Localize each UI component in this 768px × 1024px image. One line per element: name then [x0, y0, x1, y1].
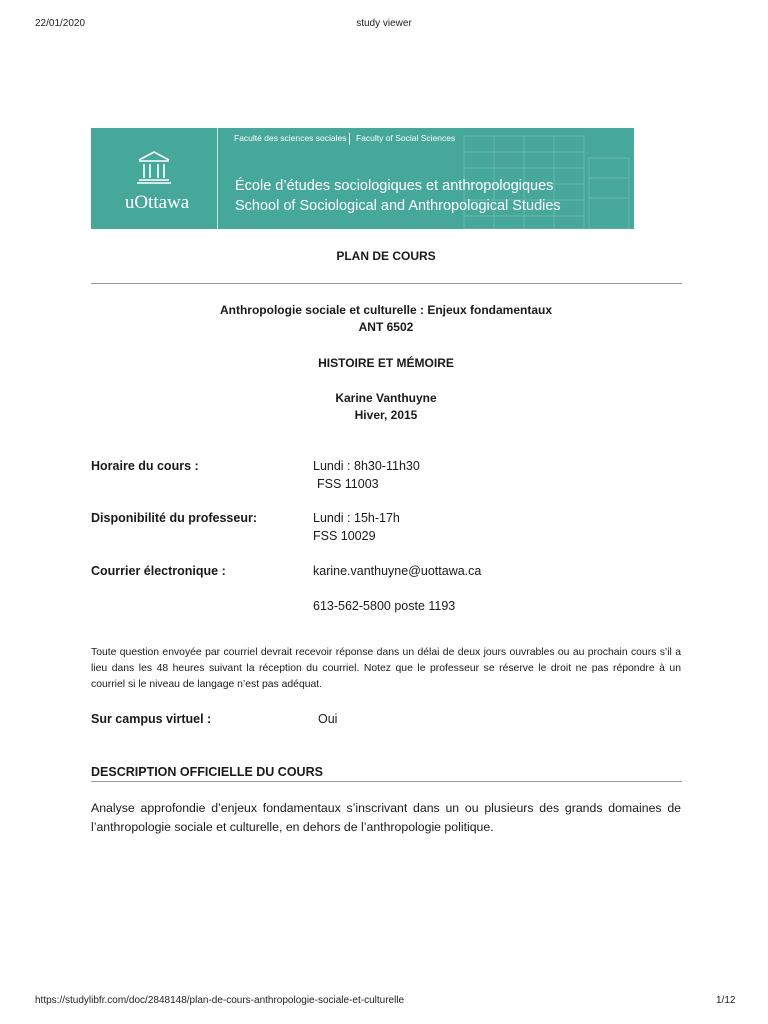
banner-divider	[217, 128, 218, 229]
phone-value: 613-562-5800 poste 1193	[313, 599, 456, 613]
school-name-fr: École d’études sociologiques et anthropologiques	[235, 178, 554, 194]
schedule-label: Horaire du cours :	[91, 459, 199, 473]
faculty-name-fr: Faculté des sciences sociales	[234, 133, 347, 143]
faculty-name-en: Faculty of Social Sciences	[356, 133, 456, 143]
email-notice: Toute question envoyée par courriel devrait recevoir réponse dans un délai de deux jours ouvrables ou au prochain cours s’il a lieu dans les 48 heures suivant la réception du courriel. Notez que le professeur se réserve le droit ne pas répondre à un courriel si le niveau de langage n’est pas adéquat.	[91, 647, 681, 690]
description-heading: DESCRIPTION OFFICIELLE DU COURS	[91, 765, 323, 779]
description-text: Analyse approfondie d’enjeux fondamentaux s’inscrivant dans un ou plusieurs des grands domaines de l’anthropologie sociale et culturelle, en dehors de l’anthropologie politique.	[91, 801, 681, 834]
course-term: Hiver, 2015	[354, 408, 418, 422]
course-code: ANT 6502	[358, 320, 414, 334]
professor-name: Karine Vanthuyne	[335, 391, 437, 405]
description-divider	[91, 781, 682, 782]
campus-value: Oui	[318, 712, 338, 726]
schedule-room: FSS 11003	[317, 477, 379, 491]
university-banner	[91, 128, 634, 229]
school-name-en: School of Sociological and Anthropological Studies	[235, 198, 561, 214]
email-label: Courrier électronique :	[91, 564, 226, 578]
print-date: 22/01/2020	[35, 18, 86, 29]
source-url: https://studylibfr.com/doc/2848148/plan-de-cours-anthropologie-sociale-et-culturelle	[35, 995, 405, 1006]
document-title: PLAN DE COURS	[336, 249, 436, 263]
campus-label: Sur campus virtuel :	[91, 712, 212, 726]
availability-label: Disponibilité du professeur:	[91, 511, 257, 525]
page-number: 1/12	[716, 995, 736, 1006]
email-value: karine.vanthuyne@uottawa.ca	[313, 564, 482, 578]
availability-value: Lundi : 15h-17h	[313, 511, 400, 525]
print-title: study viewer	[356, 18, 412, 29]
university-logo-text: uOttawa	[124, 192, 190, 213]
course-theme: HISTOIRE ET MÉMOIRE	[318, 356, 454, 370]
availability-room: FSS 10029	[313, 529, 376, 543]
title-divider	[91, 283, 682, 284]
schedule-value: Lundi : 8h30-11h30	[313, 459, 420, 473]
university-crest-icon	[135, 148, 173, 186]
course-name: Anthropologie sociale et culturelle : Enjeux fondamentaux	[219, 303, 553, 317]
faculty-separator	[349, 133, 350, 145]
